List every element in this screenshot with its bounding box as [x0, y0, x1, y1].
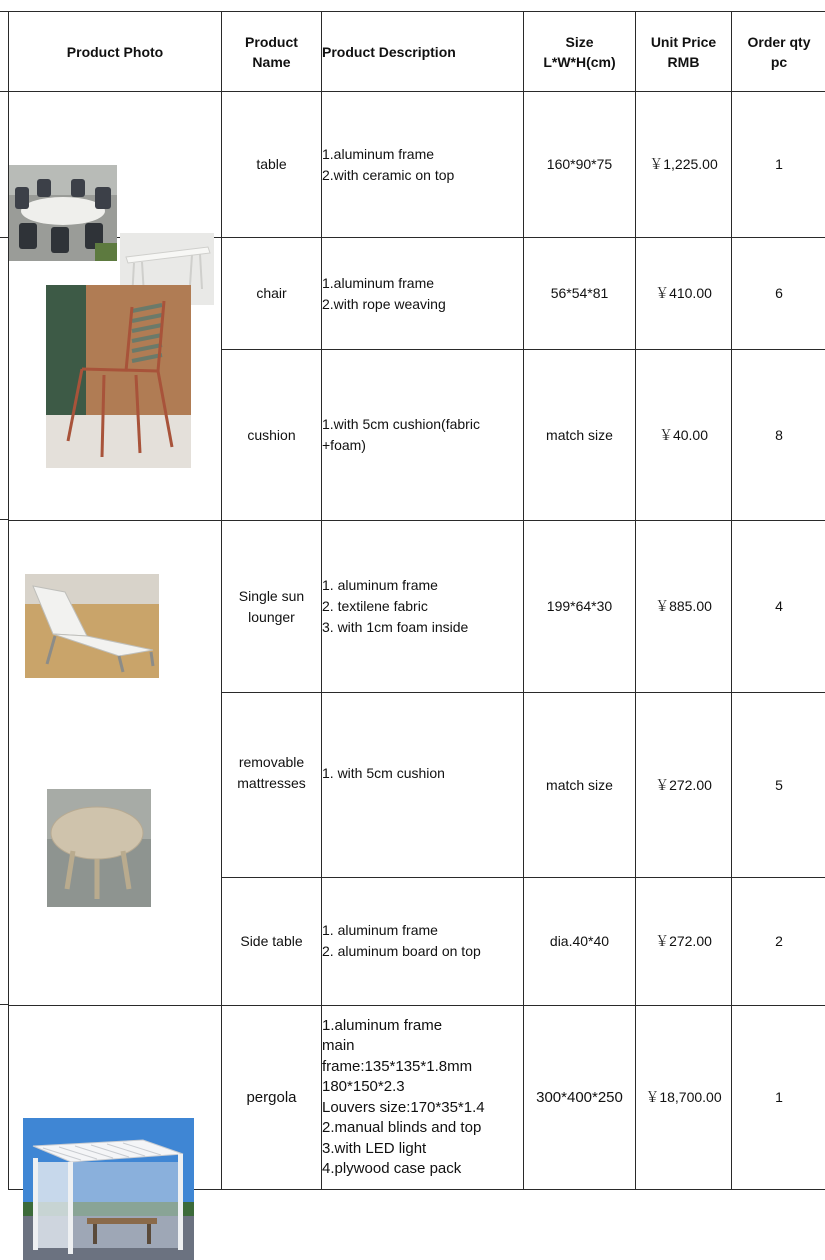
desc-line: 1.with 5cm cushion(fabric	[322, 414, 523, 435]
photo-cell	[9, 92, 222, 238]
desc-line: 4.plywood case pack	[322, 1159, 523, 1180]
product-description	[322, 238, 524, 350]
unit-price: ￥272.00	[636, 693, 732, 877]
pergola-photo	[23, 1118, 194, 1260]
header-qty: Order qty pc	[732, 12, 825, 92]
unit-price: ￥885.00	[636, 521, 732, 693]
rope-chair-photo	[46, 285, 191, 468]
table-row	[9, 238, 825, 350]
header-photo: Product Photo	[9, 12, 222, 92]
desc-line: 1. with 5cm cushion	[322, 763, 523, 784]
photo-cell	[9, 238, 222, 521]
unit-price: ￥40.00	[636, 350, 732, 521]
product-description	[322, 350, 524, 521]
product-name: cushion	[222, 350, 322, 521]
stub-line	[0, 91, 8, 92]
unit-price: ￥1,225.00	[636, 92, 732, 238]
table-row	[9, 521, 825, 693]
desc-line: 2. aluminum board on top	[322, 941, 523, 962]
desc-line: 2.with ceramic on top	[322, 165, 523, 186]
left-edge-stub	[0, 11, 8, 1192]
header-description: Product Description	[322, 12, 524, 92]
desc-line: 1.aluminum frame	[322, 144, 523, 165]
table-row	[9, 1006, 825, 1190]
order-qty: 5	[732, 693, 825, 877]
desc-line: Louvers size:170*35*1.4	[322, 1098, 523, 1119]
product-size: 199*64*30	[524, 521, 636, 693]
order-qty: 4	[732, 521, 825, 693]
product-size: 160*90*75	[524, 92, 636, 238]
product-name: pergola	[222, 1006, 322, 1190]
header-size: Size L*W*H(cm)	[524, 12, 636, 92]
product-name: table	[222, 92, 322, 238]
unit-price: ￥18,700.00	[636, 1006, 732, 1190]
stub-line	[0, 237, 8, 238]
desc-line: 3. with 1cm foam inside	[322, 617, 523, 638]
table-row	[9, 92, 825, 238]
desc-line: 3.with LED light	[322, 1139, 523, 1160]
product-size: 300*400*250	[524, 1006, 636, 1190]
product-description	[322, 92, 524, 238]
product-description	[322, 521, 524, 693]
photo-cell	[9, 521, 222, 1006]
order-qty: 1	[732, 1006, 825, 1190]
order-qty: 8	[732, 350, 825, 521]
header-name: Product Name	[222, 12, 322, 92]
desc-line: 180*150*2.3	[322, 1077, 523, 1098]
desc-line: 1. aluminum frame	[322, 575, 523, 596]
stub-line	[0, 1004, 8, 1005]
product-name-text: removable mattresses	[222, 752, 321, 794]
stub-line	[0, 519, 8, 520]
product-name	[222, 693, 322, 877]
product-description	[322, 693, 524, 877]
desc-line: 2. textilene fabric	[322, 596, 523, 617]
desc-line: 1.aluminum frame	[322, 273, 523, 294]
header-row	[9, 12, 825, 92]
header-price: Unit Price RMB	[636, 12, 732, 92]
order-qty: 6	[732, 238, 825, 350]
side-table-photo	[47, 789, 151, 907]
product-table	[8, 11, 825, 1190]
order-qty: 2	[732, 877, 825, 1005]
product-name: chair	[222, 238, 322, 350]
desc-line: 1. aluminum frame	[322, 920, 523, 941]
product-name: Side table	[222, 877, 322, 1005]
unit-price: ￥410.00	[636, 238, 732, 350]
product-description	[322, 877, 524, 1005]
order-qty: 1	[732, 92, 825, 238]
unit-price: ￥272.00	[636, 877, 732, 1005]
desc-line: 1.aluminum frame	[322, 1016, 523, 1037]
desc-line: +foam)	[322, 435, 523, 456]
product-size: match size	[524, 350, 636, 521]
product-name: Single sun lounger	[222, 521, 322, 693]
product-size: 56*54*81	[524, 238, 636, 350]
product-size: dia.40*40	[524, 877, 636, 1005]
photo-cell	[9, 1006, 222, 1190]
desc-line: 2.with rope weaving	[322, 294, 523, 315]
sun-lounger-photo	[25, 574, 159, 678]
product-size: match size	[524, 693, 636, 877]
desc-line: frame:135*135*1.8mm	[322, 1057, 523, 1078]
desc-line: 2.manual blinds and top	[322, 1118, 523, 1139]
product-description	[322, 1006, 524, 1190]
desc-line: main	[322, 1036, 523, 1057]
